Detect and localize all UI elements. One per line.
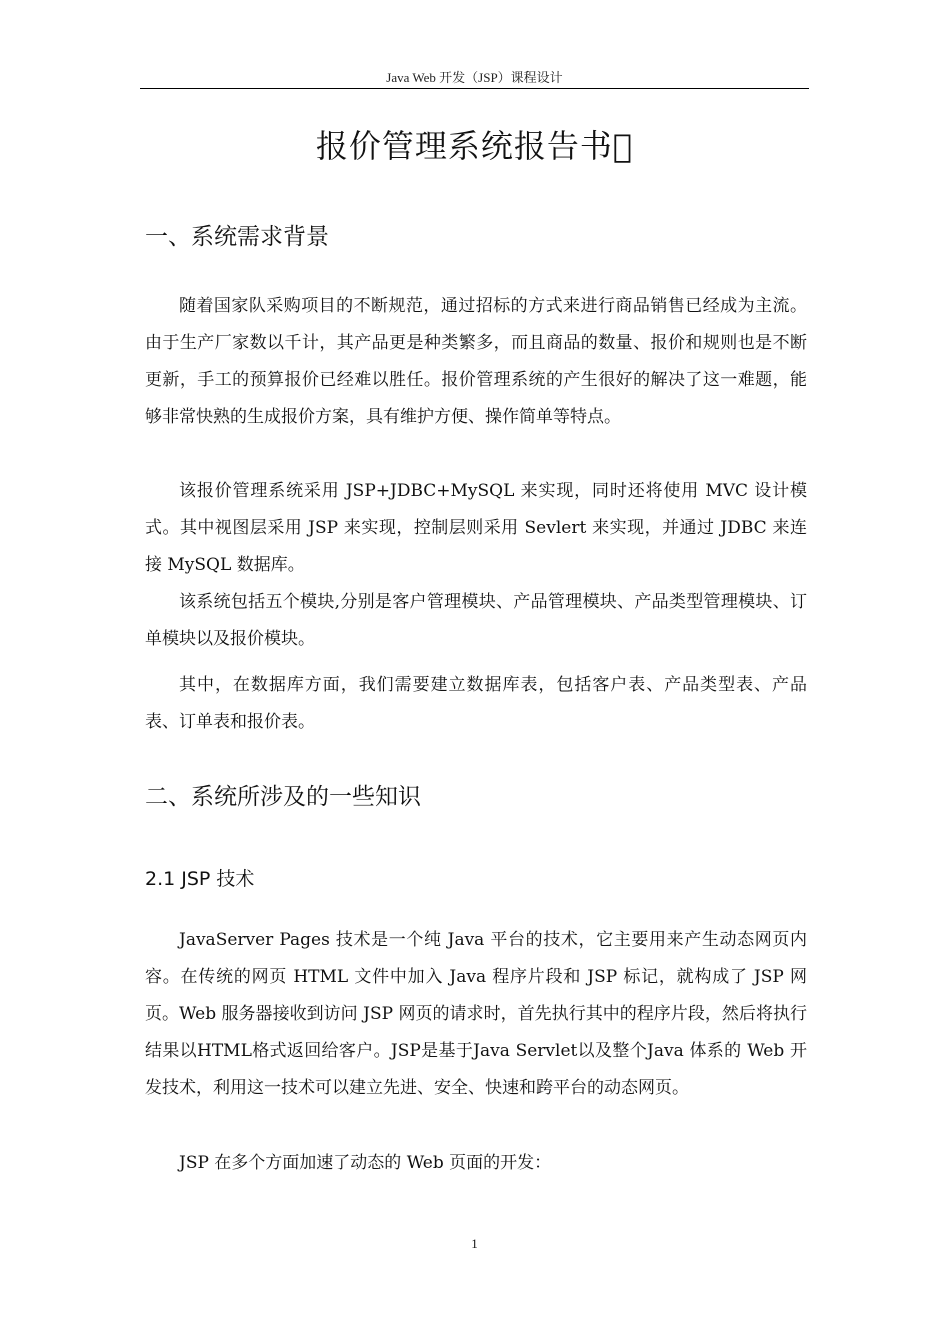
section-heading-2: 二、系统所涉及的一些知识: [145, 784, 421, 810]
header-rule: [140, 88, 809, 89]
section-heading-1: 一、系统需求背景: [145, 224, 329, 250]
paragraph-6: JSP 在多个方面加速了动态的 Web 页面的开发：: [179, 1153, 552, 1173]
running-header: Java Web 开发（JSP）课程设计: [386, 70, 563, 85]
paragraph-1: 随着国家队采购项目的不断规范，通过招标的方式来进行商品销售已经成为主流。由于生产厂家数以千计，其产品更是种类繁多，而且商品的数量、报价和规则也是不断更新，手工的预算报价已经难以胜任。报价管理系统的产生很好的解决了这一难题，能够非常快熟的生成报价方案，具有维护方便、操作简单等特点。: [145, 296, 807, 427]
document-title: 报价管理系统报告书 : [315, 127, 634, 165]
subsection-heading-2-1: 2.1 JSP 技术: [145, 868, 255, 890]
paragraph-3: 该系统包括五个模块,分别是客户管理模块、产品管理模块、产品类型管理模块、订单模块以及报价模块。: [145, 592, 807, 649]
paragraph-5: JavaServer Pages 技术是一个纯 Java 平台的技术，它主要用来产生动态网页内容。在传统的网页 HTML 文件中加入 Java 程序片段和 JSP 标记，就构成了 JSP 网页。Web 服务器接收到访问 JSP 网页的请求时，首先执行其中的程序片段，然后将执行结果以HTML格式返回给客户。JSP是基于Java Servlet以及整个Java 体系的 Web 开发技术，利用这一技术可以建立先进、安全、快速和跨平台的动态网页。: [145, 930, 807, 1098]
paragraph-2: 该报价管理系统采用 JSP+JDBC+MySQL 来实现，同时还将使用 MVC 设计模式。其中视图层采用 JSP 来实现，控制层则采用 Sevlert 来实现，并通过 JDBC 来连接 MySQL 数据库。: [145, 481, 807, 575]
page-number: 1: [471, 1236, 478, 1251]
paragraph-4: 其中，在数据库方面，我们需要建立数据库表，包括客户表、产品类型表、产品表、订单表和报价表。: [145, 675, 807, 732]
